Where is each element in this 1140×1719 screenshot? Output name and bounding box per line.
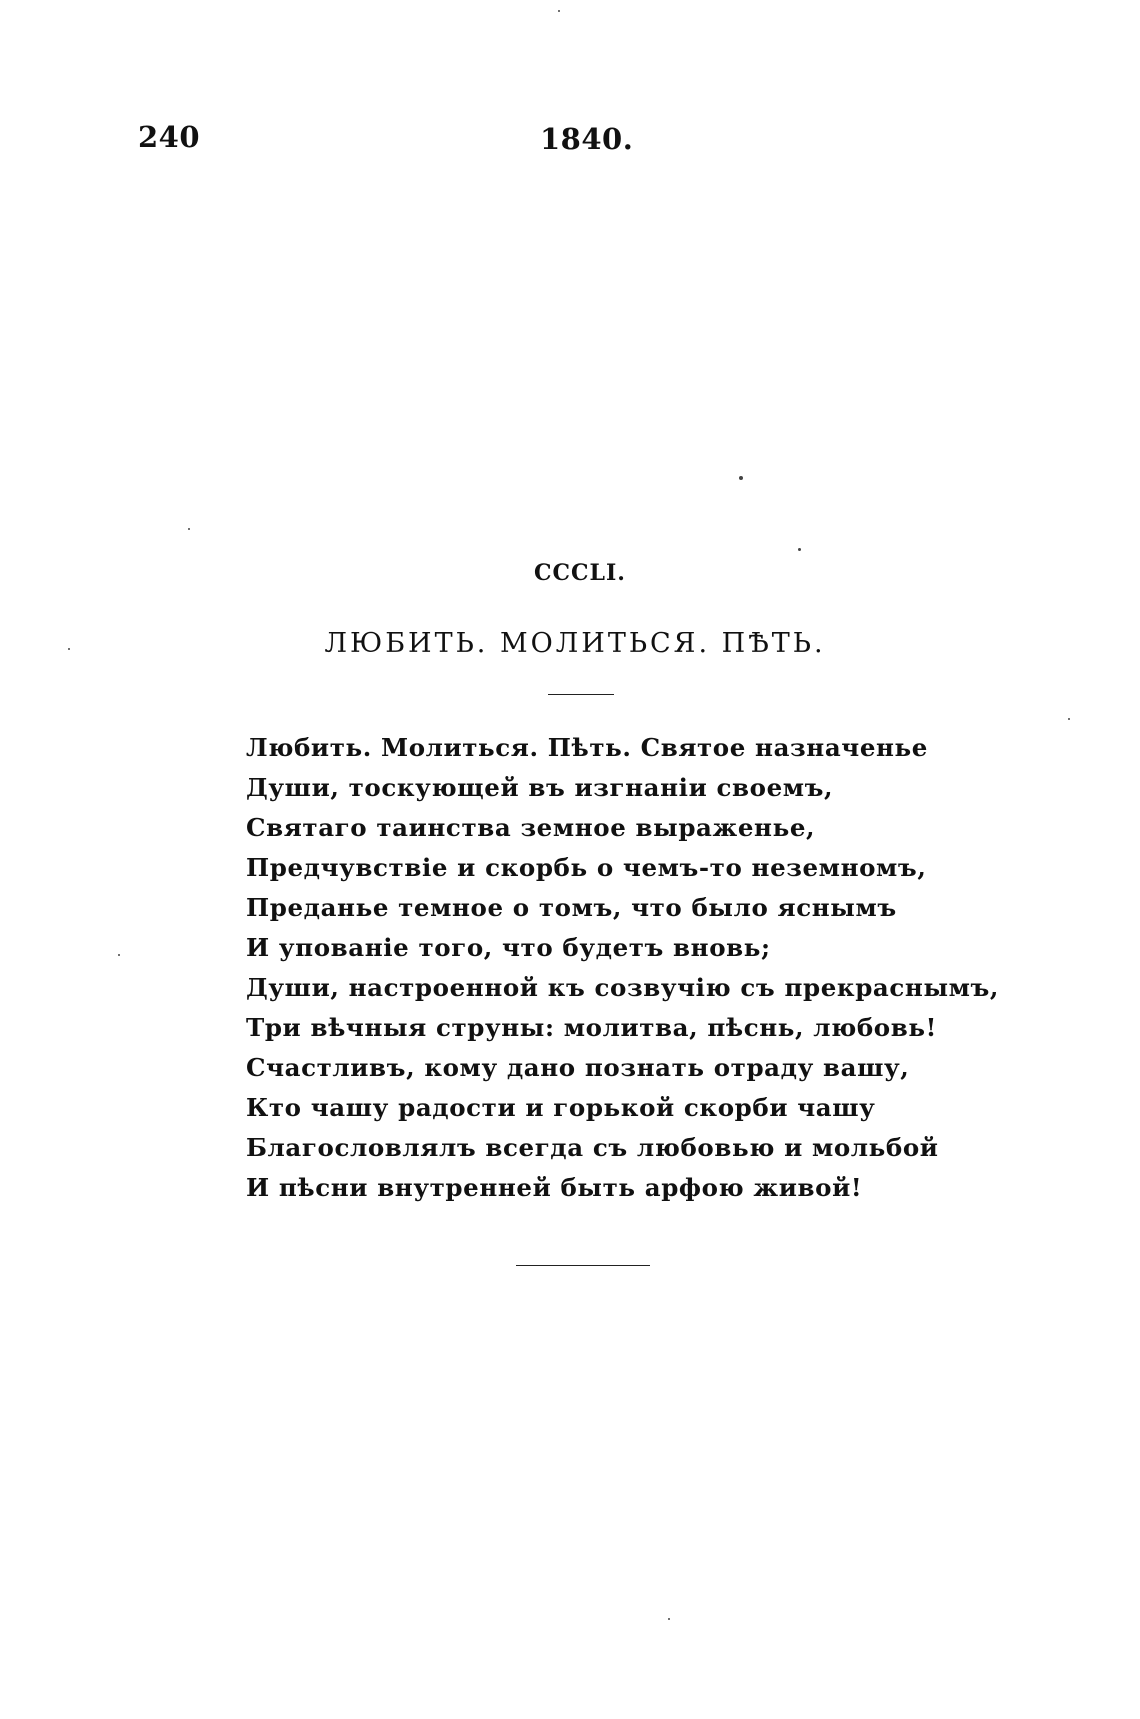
scan-speck <box>558 10 560 12</box>
page-number: 240 <box>138 120 201 154</box>
verse-line: Души, тоскующей въ изгнаніи своемъ, <box>246 773 834 802</box>
verse-line: Счастливъ, кому дано познать отраду вашу, <box>246 1053 910 1082</box>
end-divider <box>516 1265 650 1266</box>
scan-speck <box>739 476 743 480</box>
verse-line: Души, настроенной къ созвучію съ прекраснымъ, <box>246 973 1000 1002</box>
title-divider <box>548 694 614 695</box>
verse-line: И пѣсни внутренней быть арфою живой! <box>246 1173 863 1202</box>
verse-line: Кто чашу радости и горькой скорби чашу <box>246 1093 876 1122</box>
verse-line: Предчувствіе и скорбь о чемъ-то неземномъ, <box>246 853 927 882</box>
verse-line: Благословлялъ всегда съ любовью и мольбой <box>246 1133 939 1162</box>
scan-speck <box>118 954 120 956</box>
poem-verse <box>246 728 999 1208</box>
verse-line: Три вѣчныя струны: молитва, пѣснь, любовь! <box>246 1013 937 1042</box>
scan-speck <box>68 648 70 650</box>
running-head-year: 1840. <box>540 122 634 156</box>
verse-line: Преданье темное о томъ, что было яснымъ <box>246 893 897 922</box>
scan-speck <box>1068 718 1070 720</box>
scan-speck <box>798 548 801 551</box>
poem-title: ЛЮБИТЬ. МОЛИТЬСЯ. ПѢТЬ. <box>324 628 826 659</box>
scan-speck <box>188 528 190 530</box>
verse-line: Святаго таинства земное выраженье, <box>246 813 816 842</box>
poem-section-number: CCCLI. <box>534 560 626 586</box>
scan-speck <box>668 1618 670 1620</box>
verse-line: Любить. Молиться. Пѣть. Святое назначенье <box>246 733 928 762</box>
verse-line: И упованіе того, что будетъ вновь; <box>246 933 771 962</box>
